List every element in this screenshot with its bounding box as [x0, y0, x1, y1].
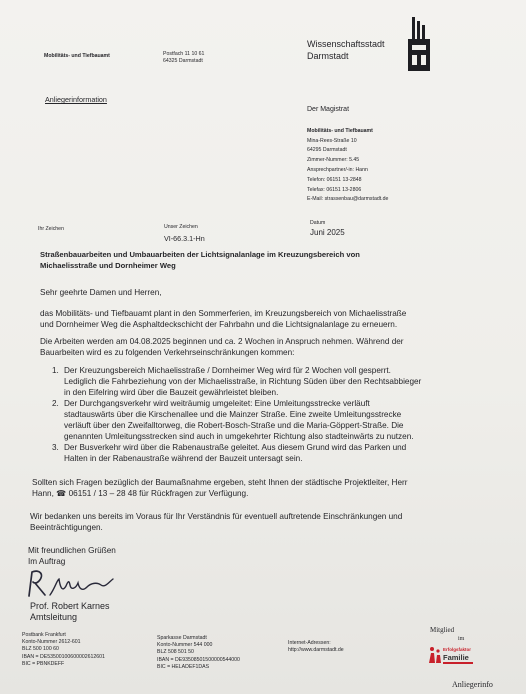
datum-label: Datum — [310, 220, 326, 226]
bank2-name: Sparkasse Darmstadt — [157, 635, 207, 641]
para3-line1: Sollten sich Fragen bezüglich der Baumaßnahme ergeben, steht Ihnen der städtische Projektleiter, Herr — [32, 478, 408, 487]
unser-zeichen-value: VI-66.3.1-Hn — [164, 234, 205, 243]
sender-small: Mobilitäts- und Tiefbauamt — [44, 53, 110, 59]
para4-line1: Wir bedanken uns bereits im Voraus für Ihr Verständnis für eventuell auftretende Einschränkungen und — [30, 512, 403, 521]
bank1-name: Postbank Frankfurt — [22, 632, 66, 638]
ihr-zeichen-label: Ihr Zeichen — [38, 226, 64, 232]
bank2-iban: IBAN = DE93508501500000544000 — [157, 656, 240, 663]
internet-block — [288, 640, 344, 654]
logo-text-top: Erfolgsfaktor — [443, 647, 472, 652]
subject-line1: Straßenbauarbeiten und Umbauarbeiten der Lichtsignalanlage im Kreuzungsbereich von — [40, 250, 360, 259]
list-item-line: Der Busverkehr wird über die Rabenaustraße geleitet. Aus diesem Grund wird das Parken und — [64, 443, 407, 452]
closing-greeting: Mit freundlichen Grüßen — [28, 546, 116, 555]
para2-line2: Bauarbeiten wird es zu folgenden Verkehrseinschränkungen kommen: — [40, 348, 295, 357]
member-im: im — [458, 636, 465, 642]
list-item — [52, 398, 492, 442]
bank1-bic: BIC = PBNKDEFF — [22, 660, 65, 667]
city-line2: Darmstadt — [307, 51, 349, 61]
para2-line1: Die Arbeiten werden am 04.08.2025 beginnen und ca. 2 Wochen in Anspruch nehmen. Während der — [40, 337, 404, 346]
office-fax: Telefax: 06151 13-2806 — [307, 187, 362, 193]
bank1-blz: BLZ 500 100 60 — [22, 646, 59, 653]
handwritten-signature — [27, 566, 122, 600]
logo-underline — [443, 662, 473, 664]
member-label: Mitglied — [430, 626, 455, 634]
office-contact: Ansprechpartner/-in: Hann — [307, 167, 368, 173]
para1-line2: und Dornheimer Weg die Asphaltdeckschicht der Fahrbahn und die Lichtsignalanlage zu erneuern. — [40, 320, 398, 329]
internet-url: http://www.darmstadt.de — [288, 647, 344, 654]
list-item — [52, 365, 492, 398]
erfolgsfaktor-familie-logo — [428, 644, 478, 666]
list-item-line: in den Eifelring wird über die Bauzeit gewährleistet bleiben. — [64, 388, 279, 397]
office-room: Zimmer-Nummer: 5.45 — [307, 157, 360, 163]
salutation: Sehr geehrte Damen und Herren, — [40, 288, 162, 297]
postbox-line2: 64325 Darmstadt — [163, 58, 203, 64]
list-item-number: 2. — [52, 399, 59, 408]
office-phone: Telefon: 06151 13-2848 — [307, 177, 362, 183]
para3-line2: Hann, ☎ 06151 / 13 – 28 48 für Rückfragen zur Verfügung. — [32, 489, 249, 498]
recipient-label: Anliegerinformation — [45, 95, 107, 104]
darmstadt-lily-logo-icon — [408, 17, 430, 71]
list-item-line: Halten in der Rabenaustraße während der Bauzeit untersagt sein. — [64, 454, 303, 463]
unser-zeichen-label: Unser Zeichen — [164, 224, 198, 230]
subject-line2: Michaelisstraße und Dornheimer Weg — [40, 261, 176, 270]
signer-name: Prof. Robert Karnes — [30, 601, 110, 611]
internet-label: Internet-Adressen: — [288, 640, 331, 646]
bank2-block — [157, 635, 240, 671]
list-item-line: stadtauswärts über die Kirschenallee und die Mainzer Straße. Eine zweite Umleitungsstrecke — [64, 410, 402, 419]
list-item-line: genannten Umleitungsstrecken sind auch in umgekehrter Richtung also stadteinwärts zu nutzen. — [64, 432, 414, 441]
bank2-blz: BLZ 508 501 50 — [157, 649, 194, 656]
bank1-konto: Konto-Nummer 2612-601 — [22, 639, 81, 646]
city-line1: Wissenschaftsstadt — [307, 39, 385, 49]
list-item-line: Der Durchgangsverkehr wird weiträumig umgeleitet: Eine Umleitungsstrecke verläuft — [64, 399, 370, 408]
list-item — [52, 442, 492, 464]
corner-label: Anliegerinfo — [452, 680, 493, 689]
office-department: Mobilitäts- und Tiefbauamt — [307, 128, 373, 134]
office-email: E-Mail: strassenbau@darmstadt.de — [307, 196, 389, 202]
logo-text-main: Familie — [443, 653, 469, 662]
closing-im-auftrag: Im Auftrag — [28, 557, 66, 566]
list-item-number: 1. — [52, 366, 59, 375]
para4-line2: Beeinträchtigungen. — [30, 523, 103, 532]
office-title: Der Magistrat — [307, 106, 350, 113]
signer-title: Amtsleitung — [30, 612, 78, 622]
bank2-bic: BIC = HELADEF1DAS — [157, 663, 210, 670]
para1-line1: das Mobilitäts- und Tiefbauamt plant in den Sommerferien, im Kreuzungsbereich von Michaelisstraße — [40, 309, 407, 318]
list-item-line: Lediglich die Fahrbeziehung von der Michaelisstraße, in Richtung Süden über den Rechtsabbieger — [64, 377, 422, 386]
office-city: 64295 Darmstadt — [307, 147, 347, 153]
restrictions-list — [52, 365, 492, 464]
datum-value: Juni 2025 — [310, 228, 345, 237]
bank2-konto: Konto-Nummer 544 000 — [157, 642, 213, 649]
list-item-number: 3. — [52, 443, 59, 452]
bank1-block — [22, 632, 105, 668]
list-item-line: Der Kreuzungsbereich Michaelisstraße / Dornheimer Weg wird für 2 Wochen voll gesperrt. — [64, 366, 391, 375]
postbox-line1: Postfach 11 10 61 — [163, 51, 205, 57]
office-street: Mina-Rees-Straße 10 — [307, 138, 357, 144]
list-item-line: verläuft über den Zweifalltorweg, die Robert-Bosch-Straße und die Maria-Göppert-Straße. Die — [64, 421, 404, 430]
family-figures-icon — [428, 646, 442, 664]
bank1-iban: IBAN = DE53500100600002612601 — [22, 653, 105, 660]
